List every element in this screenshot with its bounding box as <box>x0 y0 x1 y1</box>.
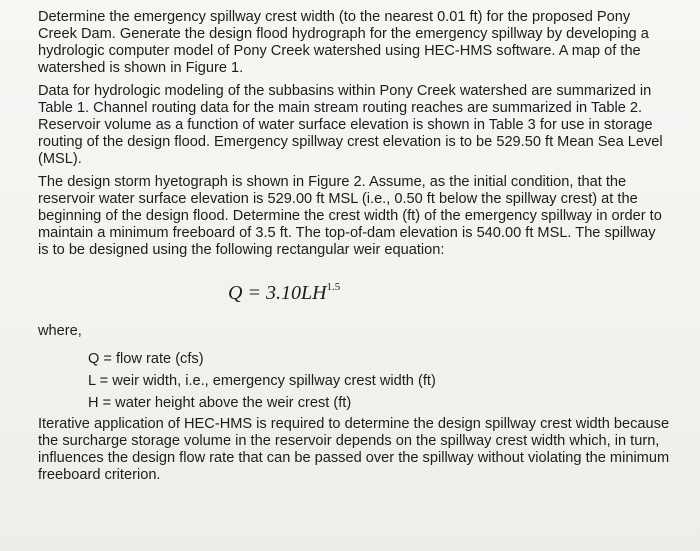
paragraph-data: Data for hydrologic modeling of the subbasins within Pony Creek watershed are summarized in Table 1. Channel routing data for the main stream routing reaches are summarized in Table 2. Reservoir volume as a function of water surface elevation is shown in Table 3 for use in storage routing of the design flood. Emergency spillway crest elevation is to be 529.50 ft Mean Sea Level (MSL). <box>38 83 663 167</box>
definition-h: H = water height above the weir crest (ft) <box>88 395 352 411</box>
definition-q: Q = flow rate (cfs) <box>88 351 204 367</box>
definition-l: L = weir width, i.e., emergency spillway crest width (ft) <box>88 373 436 389</box>
paragraph-intro: Determine the emergency spillway crest width (to the nearest 0.01 ft) for the proposed Pony Creek Dam. Generate the design flood hydrograph for the emergency spillway by developing a hydrologic computer model of Pony Creek watershed using HEC-HMS software. A map of the watershed is shown in Figure 1. <box>38 9 649 76</box>
where-label: where, <box>38 323 82 339</box>
paragraph-iteration: Iterative application of HEC-HMS is required to determine the design spillway crest width because the surcharge storage volume in the reservoir depends on the spillway crest width which, in turn, influences the design flow rate that can be passed over the spillway without violating the minimum freeboard criterion. <box>38 416 670 483</box>
variable-definitions <box>88 348 670 414</box>
weir-equation <box>228 281 670 311</box>
paragraph-design-storm: The design storm hyetograph is shown in Figure 2. Assume, as the initial condition, that the reservoir water surface elevation is 529.00 ft MSL (i.e., 0.50 ft below the spillway crest) at the beginning of the design flood. Determine the crest width (ft) of the emergency spillway in order to maintain a minimum freeboard of 3.5 ft. The top-of-dam elevation is 540.00 ft MSL. The spillway is to be designed using the following rectangular weir equation: <box>38 174 662 258</box>
equation-exponent: 1.5 <box>326 281 341 293</box>
equation-rhs: = 3.10LH <box>247 282 327 304</box>
equation-lhs: Q <box>228 282 243 304</box>
